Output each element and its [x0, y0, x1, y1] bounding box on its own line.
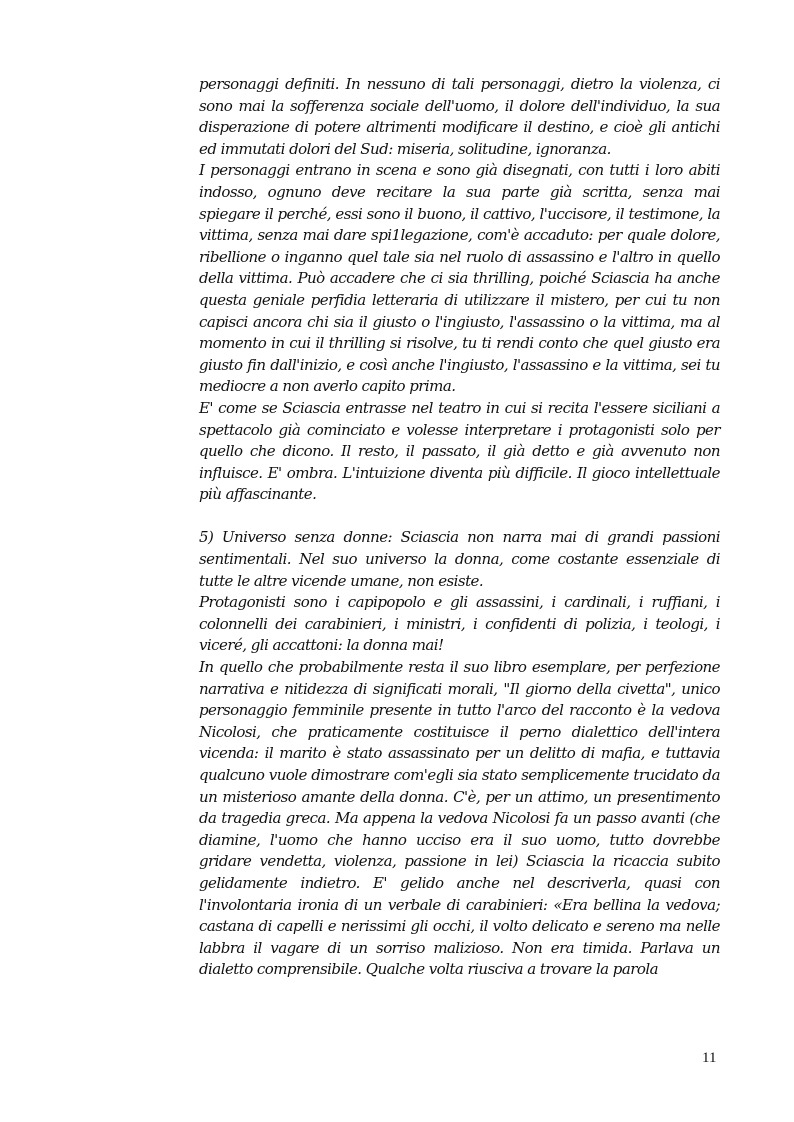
- paragraph-giorno-della-civetta: In quello che probabilmente resta il suo libro esemplare, per perfezione narrativa e nitidezza di significati morali, "Il giorno della civetta", unico personaggio femminile presente in tutto l'arco del racconto è la vedova Nicolosi, che praticamente costituisce il perno dialettico dell'intera vicenda: il marito è stato assassinato per un delitto di mafia, e tuttavia qualcuno vuole dimostrare com'egli sia stato semplicemente trucidato da un misterioso amante della donna. C'è, per un attimo, un presentimento da tragedia greca. Ma appena la vedova Nicolosi fa un passo avanti (che diamine, l'uomo che hanno ucciso era il suo uomo, tutto dovrebbe gridare vendetta, violenza, passione in lei) Sciascia la ricaccia subito gelidamente indietro. E' gelido anche nel descriverla, quasi con l'involontaria ironia di un verbale di carabinieri: «Era bellina la vedova; castana di capelli e nerissimi gli occhi, il volto delicato e sereno ma nelle labbra il vagare di un sorriso malizioso. Non era timida. Parlava un dialetto comprensibile. Qualche volta riusciva a trovare la parola: [199, 658, 720, 979]
- paragraph-protagonisti: Protagonisti sono i capipopolo e gli assassini, i cardinali, i ruffiani, i colonnelli dei carabinieri, i ministri, i confidenti di polizia, i teologi, i viceré, gli accattoni: la donna mai!: [199, 593, 720, 655]
- paragraph-universo-senza-donne: 5) Universo senza donne: Sciascia non narra mai di grandi passioni sentimentali. Nel suo universo la donna, come costante essenziale di tutte le altre vicende umane, non esiste.: [199, 528, 720, 590]
- page-number: 11: [702, 1050, 717, 1066]
- paragraph-personaggi-definiti: personaggi definiti. In nessuno di tali personaggi, dietro la violenza, ci sono mai la sofferenza sociale dell'uomo, il dolore dell'individuo, la sua disperazione di potere altrimenti modificare il destino, e cioè gli antichi ed immutati dolori del Sud: miseria, solitudine, ignoranza.: [199, 75, 720, 158]
- page-body: [199, 74, 720, 981]
- paragraph-teatro: E' come se Sciascia entrasse nel teatro in cui si recita l'essere siciliani a spettacolo già cominciato e volesse interpretare i protagonisti solo per quello che dicono. Il resto, il passato, il già detto e già avvenuto non influisce. E' ombra. L'intuizione diventa più difficile. Il gioco intellettuale più affascinante.: [199, 398, 720, 504]
- paragraph-personaggi-in-scena: I personaggi entrano in scena e sono già disegnati, con tutti i loro abiti indosso, ognuno deve recitare la sua parte già scritta, senza mai spiegare il perché, essi sono il buono, il cattivo, l'uccisore, il testimone, la vittima, senza mai dare spi1legazione, com'è accaduto: per quale dolore, ribellione o inganno quel tale sia nel ruolo di assassino e l'altro in quello della vittima. Può accadere che ci sia thrilling, poiché Sciascia ha anche questa geniale perfidia letteraria di utilizzare il mistero, per cui tu non capisci ancora chi sia il giusto o l'ingiusto, l'assassino o la vittima, ma al momento in cui il thrilling si risolve, tu ti rendi conto che quel giusto era giusto fin dall'inizio, e così anche l'ingiusto, l'assassino e la vittima, sei tu mediocre a non averlo capito prima.: [199, 161, 720, 396]
- paragraph-spacer: [199, 506, 720, 528]
